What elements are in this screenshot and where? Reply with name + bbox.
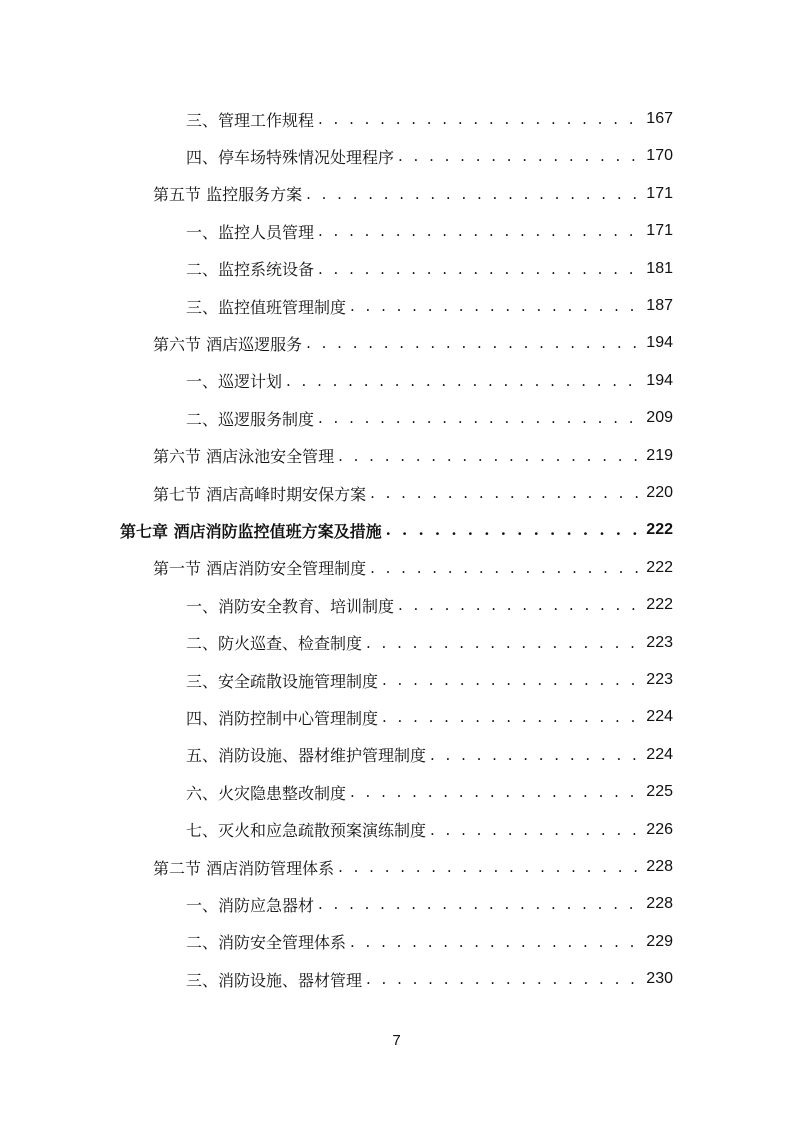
toc-subsection-entry[interactable]	[186, 889, 673, 919]
toc-subsection-entry[interactable]	[186, 665, 673, 695]
toc-dot-leader	[338, 447, 642, 465]
page-number: 7	[392, 1032, 401, 1049]
toc-subsection-entry[interactable]	[186, 254, 673, 284]
toc-subsection-entry[interactable]	[186, 590, 673, 620]
toc-entry-page: 187	[646, 297, 673, 314]
toc-dot-leader	[318, 110, 642, 128]
toc-entry-title: 第二节 酒店消防管理体系	[153, 858, 335, 878]
toc-entry-page: 223	[646, 671, 673, 688]
toc-entry-title: 第五节 监控服务方案	[153, 185, 303, 205]
toc-subsection-entry[interactable]	[186, 628, 673, 658]
toc-entry-title: 第七节 酒店高峰时期安保方案	[153, 484, 367, 504]
toc-entry-page: 220	[646, 484, 673, 501]
toc-subsection-entry[interactable]	[186, 403, 673, 433]
toc-entry-page: 228	[646, 858, 673, 875]
toc-dot-leader	[366, 634, 642, 652]
toc-dot-leader	[350, 783, 642, 801]
toc-entry-title: 三、监控值班管理制度	[186, 297, 347, 317]
toc-dot-leader	[318, 895, 642, 913]
toc-dot-leader	[398, 596, 642, 614]
toc-entry-title: 一、消防应急器材	[186, 895, 315, 915]
toc-entry-title: 一、监控人员管理	[186, 222, 315, 242]
toc-entry-page: 222	[646, 558, 673, 576]
toc-entry-title: 第六节 酒店巡逻服务	[153, 334, 303, 354]
toc-dot-leader	[338, 858, 642, 876]
toc-entry-page: 181	[646, 259, 673, 277]
toc-entry-page: 226	[646, 820, 673, 838]
toc-subsection-entry[interactable]	[186, 777, 673, 807]
toc-entry-page: 224	[646, 708, 673, 726]
toc-dot-leader	[430, 821, 642, 839]
toc-subsection-entry[interactable]	[186, 702, 673, 732]
toc-dot-leader	[366, 970, 642, 988]
toc-dot-leader	[318, 222, 642, 240]
toc-entry-title: 二、监控系统设备	[186, 260, 315, 280]
toc-section-entry[interactable]	[153, 179, 673, 209]
toc-entry-title: 三、消防设施、器材管理	[186, 970, 363, 990]
toc-entry-title: 二、消防安全管理体系	[186, 933, 347, 953]
toc-entry-page: 224	[646, 745, 673, 763]
toc-entry-title: 三、管理工作规程	[186, 110, 315, 130]
toc-section-entry[interactable]	[153, 553, 673, 583]
toc-dot-leader	[382, 671, 642, 689]
toc-entry-title: 第一节 酒店消防安全管理制度	[153, 559, 367, 579]
toc-subsection-entry[interactable]	[186, 815, 673, 845]
toc-subsection-entry[interactable]	[186, 141, 673, 171]
toc-dot-leader	[318, 409, 642, 427]
toc-entry-page: 230	[646, 970, 673, 988]
toc-section-entry[interactable]	[153, 852, 673, 882]
toc-entry-page: 171	[646, 184, 673, 202]
toc-dot-leader	[306, 185, 642, 203]
toc-entry-page: 228	[646, 895, 673, 913]
toc-dot-leader	[398, 147, 642, 165]
toc-dot-leader	[370, 484, 642, 502]
toc-dot-leader	[382, 708, 642, 726]
toc-entry-page: 229	[646, 932, 673, 950]
toc-entry-title: 二、防火巡查、检查制度	[186, 634, 363, 654]
toc-subsection-entry[interactable]	[186, 740, 673, 770]
toc-entry-title: 六、火灾隐患整改制度	[186, 783, 347, 803]
toc-chapter-entry[interactable]	[120, 515, 673, 545]
toc-entry-title: 二、巡逻服务制度	[186, 409, 315, 429]
toc-entry-title: 五、消防设施、器材维护管理制度	[186, 746, 427, 766]
toc-dot-leader	[286, 372, 642, 390]
toc-entry-title: 第七章 酒店消防监控值班方案及措施	[120, 521, 382, 541]
toc-subsection-entry[interactable]	[186, 366, 673, 396]
toc-subsection-entry[interactable]	[186, 964, 673, 994]
toc-section-entry[interactable]	[153, 441, 673, 471]
toc-dot-leader	[318, 260, 642, 278]
toc-subsection-entry[interactable]	[186, 927, 673, 957]
toc-entry-title: 四、停车场特殊情况处理程序	[186, 147, 395, 167]
toc-entry-page: 194	[646, 334, 673, 352]
toc-entry-page: 225	[646, 783, 673, 801]
toc-subsection-entry[interactable]	[186, 104, 673, 134]
toc-entry-page: 222	[646, 521, 673, 539]
toc-dot-leader	[370, 559, 642, 577]
toc-entry-page: 167	[646, 110, 673, 127]
toc-entry-title: 四、消防控制中心管理制度	[186, 708, 379, 728]
toc-dot-leader	[430, 746, 642, 764]
toc-entry-title: 第六节 酒店泳池安全管理	[153, 447, 335, 467]
toc-dot-leader	[306, 334, 642, 352]
toc-dot-leader	[350, 933, 642, 951]
toc-subsection-entry[interactable]	[186, 216, 673, 246]
toc-dot-leader	[386, 521, 643, 539]
toc-entry-page: 219	[646, 446, 673, 464]
toc-entry-page: 194	[646, 371, 673, 389]
toc-entry-title: 一、消防安全教育、培训制度	[186, 596, 395, 616]
toc-entry-page: 223	[646, 633, 673, 651]
toc-entry-title: 三、安全疏散设施管理制度	[186, 671, 379, 691]
toc-entry-page: 171	[646, 222, 673, 240]
toc-section-entry[interactable]	[153, 478, 673, 508]
toc-entry-title: 一、巡逻计划	[186, 372, 283, 392]
toc-entry-title: 七、灭火和应急疏散预案演练制度	[186, 821, 427, 841]
toc-section-entry[interactable]	[153, 328, 673, 358]
toc-dot-leader	[350, 297, 642, 315]
toc-entry-page: 222	[646, 596, 673, 614]
toc-entry-page: 170	[646, 147, 673, 165]
toc-entry-page: 209	[646, 409, 673, 427]
toc-subsection-entry[interactable]	[186, 291, 673, 321]
